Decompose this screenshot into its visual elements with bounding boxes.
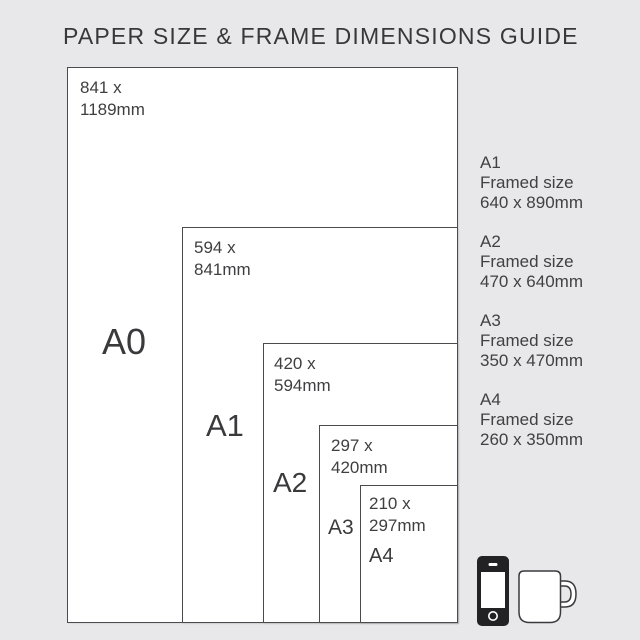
paper-a2-dimensions <box>274 353 331 397</box>
dim-line: 420mm <box>331 458 388 477</box>
paper-a3-label: A3 <box>328 516 354 539</box>
paper-a4-label: A4 <box>369 545 394 567</box>
framed-size-caption: Framed size <box>480 173 574 192</box>
framed-size-dims: 470 x 640mm <box>480 272 583 291</box>
framed-size-label: A2 <box>480 232 501 251</box>
framed-size-a4 <box>480 390 583 450</box>
framed-size-dims: 260 x 350mm <box>480 430 583 449</box>
framed-size-a3 <box>480 311 583 371</box>
framed-size-list <box>480 153 583 469</box>
dim-line: 841mm <box>194 260 251 279</box>
paper-a4-dimensions <box>369 493 426 537</box>
dim-line: 594 x <box>194 238 236 257</box>
framed-size-dims: 640 x 890mm <box>480 193 583 212</box>
framed-size-a2 <box>480 232 583 292</box>
dim-line: 420 x <box>274 354 316 373</box>
dim-line: 1189mm <box>80 100 145 119</box>
dim-line: 594mm <box>274 376 331 395</box>
framed-size-dims: 350 x 470mm <box>480 351 583 370</box>
framed-size-label: A4 <box>480 390 501 409</box>
framed-size-caption: Framed size <box>480 252 574 271</box>
paper-a0-label: A0 <box>102 321 147 362</box>
mug-icon <box>518 570 578 624</box>
dim-line: 210 x <box>369 494 411 513</box>
paper-a4 <box>360 485 458 623</box>
framed-size-caption: Framed size <box>480 410 574 429</box>
framed-size-a1 <box>480 153 583 213</box>
paper-a0-dimensions <box>80 77 145 121</box>
paper-a2-label: A2 <box>273 467 308 498</box>
dim-line: 841 x <box>80 78 122 97</box>
paper-a3-dimensions <box>331 435 388 479</box>
paper-a1-label: A1 <box>206 408 244 443</box>
framed-size-label: A1 <box>480 153 501 172</box>
smartphone-icon <box>477 556 509 626</box>
framed-size-label: A3 <box>480 311 501 330</box>
paper-a1-dimensions <box>194 237 251 281</box>
framed-size-caption: Framed size <box>480 331 574 350</box>
page-title: PAPER SIZE & FRAME DIMENSIONS GUIDE <box>63 23 579 49</box>
dim-line: 297mm <box>369 516 426 535</box>
dim-line: 297 x <box>331 436 373 455</box>
